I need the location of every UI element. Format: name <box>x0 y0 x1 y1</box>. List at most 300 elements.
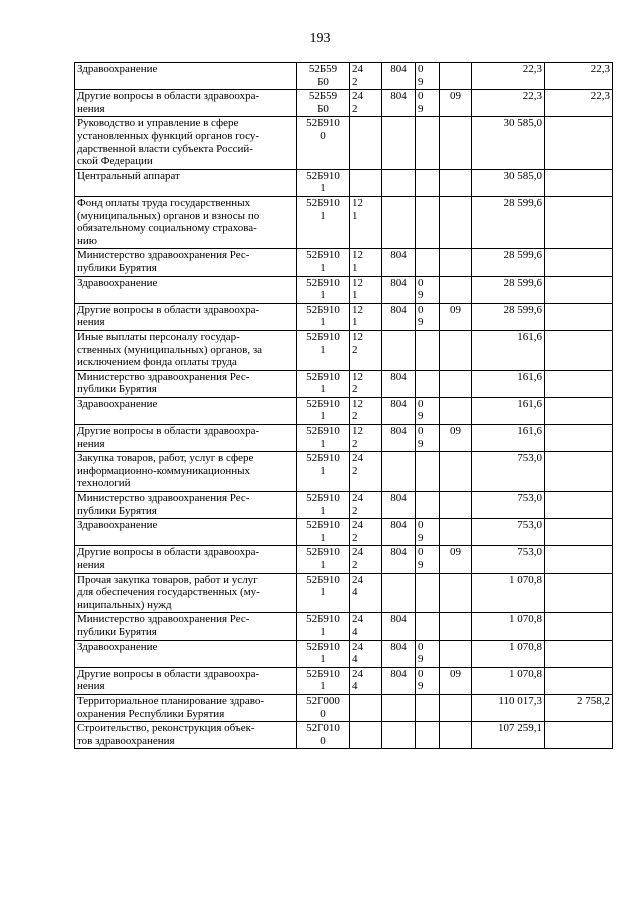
target-article-code <box>297 196 350 248</box>
row-description <box>75 276 297 303</box>
expense-type-code-line: 2 <box>352 102 358 115</box>
amount-federal <box>545 519 613 546</box>
administrator-code <box>382 169 416 196</box>
administrator-code: 804 <box>382 492 416 519</box>
administrator-code: 804 <box>382 667 416 694</box>
amount-federal <box>545 640 613 667</box>
table-row <box>75 519 613 546</box>
expense-type-code-line: 24 <box>352 573 363 586</box>
row-description <box>75 519 297 546</box>
section-code <box>416 694 440 721</box>
row-description-line: информационно-коммуникационных <box>77 464 250 477</box>
row-description <box>75 425 297 452</box>
subsection-code <box>440 613 472 640</box>
section-code <box>416 452 440 492</box>
expense-type-code-line: 2 <box>352 75 358 88</box>
amount-federal <box>545 303 613 330</box>
subsection-code: 09 <box>440 303 472 330</box>
row-description <box>75 330 297 370</box>
amount-federal <box>545 452 613 492</box>
amount-federal <box>545 276 613 303</box>
row-description-line: нения <box>77 437 105 450</box>
row-description-line: Другие вопросы в области здравоохра- <box>77 303 260 316</box>
expense-type-code <box>350 519 382 546</box>
target-article-code-line: 1 <box>320 182 326 195</box>
target-article-code-line: 1 <box>320 586 326 599</box>
amount-total: 28 599,6 <box>472 249 545 276</box>
amount-federal: 22,3 <box>545 90 613 117</box>
target-article-code-line: 52Б910 <box>306 452 340 465</box>
row-description-line: нения <box>77 102 105 115</box>
target-article-code-line: 52Б910 <box>306 397 340 410</box>
row-description <box>75 169 297 196</box>
expense-type-code-line: 24 <box>352 640 363 653</box>
table-row <box>75 330 613 370</box>
row-description-line: нию <box>77 234 97 247</box>
row-description-line: публики Бурятия <box>77 626 157 639</box>
expense-type-code-line: 24 <box>352 519 363 532</box>
amount-total: 1 070,8 <box>472 573 545 613</box>
target-article-code-line: 1 <box>320 316 326 329</box>
expense-type-code <box>350 640 382 667</box>
administrator-code: 804 <box>382 63 416 90</box>
section-code-line: 9 <box>418 410 424 423</box>
row-description <box>75 370 297 397</box>
expense-type-code-line: 24 <box>352 63 363 75</box>
expense-type-code <box>350 667 382 694</box>
subsection-code: 09 <box>440 90 472 117</box>
row-description <box>75 667 297 694</box>
row-description-line: нения <box>77 559 105 572</box>
target-article-code-line: 0 <box>320 734 326 747</box>
row-description-line: нения <box>77 316 105 329</box>
administrator-code: 804 <box>382 249 416 276</box>
budget-table <box>74 62 613 749</box>
target-article-code <box>297 573 350 613</box>
administrator-code <box>382 452 416 492</box>
table-row <box>75 117 613 169</box>
target-article-code-line: 52Б910 <box>306 425 340 438</box>
row-description-line: дарственной власти субъекта Россий- <box>77 142 253 155</box>
section-code <box>416 90 440 117</box>
row-description-line: Строительство, реконструкция объек- <box>77 722 255 735</box>
target-article-code <box>297 425 350 452</box>
table-row <box>75 613 613 640</box>
row-description-line: Другие вопросы в области здравоохра- <box>77 425 260 438</box>
subsection-code <box>440 330 472 370</box>
target-article-code-line: 0 <box>320 707 326 720</box>
expense-type-code <box>350 613 382 640</box>
expense-type-code <box>350 492 382 519</box>
section-code <box>416 667 440 694</box>
section-code <box>416 546 440 573</box>
target-article-code <box>297 249 350 276</box>
amount-total: 110 017,3 <box>472 694 545 721</box>
table-row <box>75 303 613 330</box>
expense-type-code-line: 4 <box>352 653 358 666</box>
target-article-code-line: 1 <box>320 531 326 544</box>
table-row <box>75 90 613 117</box>
row-description-line: нения <box>77 680 105 693</box>
amount-total: 753,0 <box>472 519 545 546</box>
amount-total: 1 070,8 <box>472 667 545 694</box>
target-article-code-line: 52Б910 <box>306 667 340 680</box>
target-article-code <box>297 613 350 640</box>
target-article-code <box>297 370 350 397</box>
target-article-code-line: 1 <box>320 437 326 450</box>
target-article-code <box>297 117 350 169</box>
subsection-code <box>440 452 472 492</box>
target-article-code-line: 52Б910 <box>306 640 340 653</box>
subsection-code: 09 <box>440 667 472 694</box>
subsection-code <box>440 63 472 90</box>
amount-total: 1 070,8 <box>472 640 545 667</box>
amount-total: 753,0 <box>472 546 545 573</box>
subsection-code <box>440 519 472 546</box>
row-description <box>75 722 297 749</box>
table-row <box>75 425 613 452</box>
expense-type-code-line: 1 <box>352 289 358 302</box>
amount-federal <box>545 249 613 276</box>
section-code <box>416 425 440 452</box>
row-description-line: Здравоохранение <box>77 519 158 532</box>
row-description <box>75 452 297 492</box>
target-article-code-line: 52Б910 <box>306 546 340 559</box>
subsection-code: 09 <box>440 546 472 573</box>
table-row <box>75 722 613 749</box>
row-description <box>75 546 297 573</box>
section-code <box>416 397 440 424</box>
section-code-line: 9 <box>418 437 424 450</box>
amount-total: 22,3 <box>472 63 545 90</box>
section-code <box>416 370 440 397</box>
amount-federal <box>545 196 613 248</box>
target-article-code <box>297 330 350 370</box>
target-article-code <box>297 667 350 694</box>
table-row <box>75 397 613 424</box>
row-description-line: Здравоохранение <box>77 63 158 75</box>
amount-total: 30 585,0 <box>472 117 545 169</box>
expense-type-code <box>350 249 382 276</box>
row-description-line: Министерство здравоохранения Рес- <box>77 249 250 262</box>
table-row <box>75 694 613 721</box>
subsection-code <box>440 573 472 613</box>
row-description <box>75 303 297 330</box>
section-code-line: 0 <box>418 425 424 438</box>
amount-total: 28 599,6 <box>472 303 545 330</box>
subsection-code: 09 <box>440 425 472 452</box>
row-description-line: Руководство и управление в сфере <box>77 117 239 130</box>
table-row <box>75 573 613 613</box>
row-description-line: Здравоохранение <box>77 276 158 289</box>
expense-type-code-line: 12 <box>352 276 363 289</box>
target-article-code <box>297 63 350 90</box>
administrator-code: 804 <box>382 303 416 330</box>
expense-type-code-line: 24 <box>352 613 363 626</box>
section-code-line: 0 <box>418 63 424 75</box>
expense-type-code <box>350 546 382 573</box>
amount-federal <box>545 397 613 424</box>
row-description <box>75 397 297 424</box>
administrator-code: 804 <box>382 276 416 303</box>
section-code-line: 9 <box>418 680 424 693</box>
target-article-code-line: 1 <box>320 410 326 423</box>
expense-type-code-line: 2 <box>352 343 358 356</box>
subsection-code <box>440 370 472 397</box>
target-article-code-line: 1 <box>320 559 326 572</box>
subsection-code <box>440 249 472 276</box>
expense-type-code-line: 1 <box>352 316 358 329</box>
target-article-code-line: 52Б910 <box>306 492 340 505</box>
section-code-line: 0 <box>418 90 424 103</box>
row-description-line: Министерство здравоохранения Рес- <box>77 492 250 505</box>
section-code-line: 0 <box>418 640 424 653</box>
amount-total: 30 585,0 <box>472 169 545 196</box>
table-row <box>75 276 613 303</box>
subsection-code <box>440 169 472 196</box>
section-code <box>416 573 440 613</box>
administrator-code: 804 <box>382 640 416 667</box>
expense-type-code-line: 2 <box>352 383 358 396</box>
subsection-code <box>440 196 472 248</box>
expense-type-code-line: 4 <box>352 586 358 599</box>
row-description-line: Министерство здравоохранения Рес- <box>77 613 250 626</box>
row-description <box>75 249 297 276</box>
row-description-line: охранения Республики Бурятия <box>77 707 225 720</box>
target-article-code-line: 52Б910 <box>306 249 340 262</box>
target-article-code <box>297 303 350 330</box>
row-description-line: публики Бурятия <box>77 504 157 517</box>
amount-federal <box>545 117 613 169</box>
expense-type-code <box>350 117 382 169</box>
target-article-code-line: 1 <box>320 464 326 477</box>
amount-total: 28 599,6 <box>472 196 545 248</box>
expense-type-code-line: 24 <box>352 492 363 505</box>
section-code <box>416 63 440 90</box>
section-code <box>416 117 440 169</box>
amount-federal <box>545 722 613 749</box>
expense-type-code <box>350 370 382 397</box>
amount-total: 753,0 <box>472 452 545 492</box>
row-description <box>75 640 297 667</box>
expense-type-code-line: 1 <box>352 209 358 222</box>
table-row <box>75 249 613 276</box>
row-description-line: для обеспечения государственных (му- <box>77 586 260 599</box>
row-description-line: Иные выплаты персоналу государ- <box>77 330 240 343</box>
expense-type-code <box>350 573 382 613</box>
row-description-line: Центральный аппарат <box>77 169 180 182</box>
expense-type-code <box>350 694 382 721</box>
expense-type-code <box>350 276 382 303</box>
administrator-code: 804 <box>382 425 416 452</box>
section-code <box>416 613 440 640</box>
section-code <box>416 303 440 330</box>
row-description-line: Другие вопросы в области здравоохра- <box>77 90 260 103</box>
expense-type-code-line: 24 <box>352 667 363 680</box>
amount-total: 28 599,6 <box>472 276 545 303</box>
amount-total: 1 070,8 <box>472 613 545 640</box>
expense-type-code <box>350 90 382 117</box>
target-article-code <box>297 276 350 303</box>
section-code-line: 9 <box>418 75 424 88</box>
row-description <box>75 573 297 613</box>
row-description-line: Другие вопросы в области здравоохра- <box>77 667 260 680</box>
target-article-code-line: 1 <box>320 504 326 517</box>
expense-type-code-line: 24 <box>352 546 363 559</box>
section-code <box>416 722 440 749</box>
target-article-code-line: 52Г000 <box>306 694 340 707</box>
subsection-code <box>440 640 472 667</box>
administrator-code <box>382 330 416 370</box>
expense-type-code-line: 12 <box>352 397 363 410</box>
expense-type-code-line: 4 <box>352 626 358 639</box>
administrator-code: 804 <box>382 397 416 424</box>
target-article-code <box>297 640 350 667</box>
table-row <box>75 63 613 90</box>
subsection-code <box>440 397 472 424</box>
amount-federal <box>545 492 613 519</box>
section-code-line: 0 <box>418 303 424 316</box>
amount-total: 161,6 <box>472 425 545 452</box>
subsection-code <box>440 722 472 749</box>
section-code-line: 9 <box>418 653 424 666</box>
expense-type-code-line: 12 <box>352 249 363 262</box>
table-row <box>75 667 613 694</box>
page-number: 193 <box>309 31 331 46</box>
amount-federal <box>545 330 613 370</box>
row-description <box>75 90 297 117</box>
administrator-code: 804 <box>382 546 416 573</box>
section-code-line: 9 <box>418 289 424 302</box>
expense-type-code-line: 4 <box>352 680 358 693</box>
administrator-code: 804 <box>382 90 416 117</box>
target-article-code-line: 52Б910 <box>306 196 340 209</box>
row-description-line: тов здравоохранения <box>77 734 175 747</box>
row-description-line: исключением фонда оплаты труда <box>77 356 237 369</box>
section-code-line: 0 <box>418 667 424 680</box>
target-article-code <box>297 519 350 546</box>
expense-type-code <box>350 169 382 196</box>
target-article-code-line: 52Б910 <box>306 519 340 532</box>
section-code-line: 9 <box>418 102 424 115</box>
expense-type-code-line: 2 <box>352 531 358 544</box>
subsection-code <box>440 276 472 303</box>
target-article-code-line: 1 <box>320 626 326 639</box>
expense-type-code-line: 12 <box>352 425 363 438</box>
target-article-code-line: 1 <box>320 383 326 396</box>
section-code <box>416 519 440 546</box>
target-article-code <box>297 397 350 424</box>
row-description <box>75 117 297 169</box>
expense-type-code-line: 24 <box>352 90 363 103</box>
target-article-code-line: 52Г010 <box>306 722 340 735</box>
row-description-line: технологий <box>77 477 131 490</box>
expense-type-code-line: 24 <box>352 452 363 465</box>
administrator-code: 804 <box>382 613 416 640</box>
target-article-code-line: 52Б910 <box>306 117 340 130</box>
amount-total: 753,0 <box>472 492 545 519</box>
amount-federal <box>545 546 613 573</box>
target-article-code-line: 1 <box>320 261 326 274</box>
target-article-code-line: Б0 <box>317 102 329 115</box>
amount-federal <box>545 169 613 196</box>
administrator-code <box>382 694 416 721</box>
administrator-code <box>382 117 416 169</box>
row-description-line: Территориальное планирование здраво- <box>77 694 265 707</box>
target-article-code <box>297 722 350 749</box>
target-article-code <box>297 90 350 117</box>
expense-type-code-line: 2 <box>352 504 358 517</box>
table-row <box>75 370 613 397</box>
expense-type-code-line: 2 <box>352 437 358 450</box>
subsection-code <box>440 492 472 519</box>
target-article-code-line: 52Б910 <box>306 573 340 586</box>
row-description-line: ственных (муниципальных) органов, за <box>77 343 263 356</box>
expense-type-code-line: 12 <box>352 196 363 209</box>
administrator-code <box>382 573 416 613</box>
administrator-code <box>382 196 416 248</box>
row-description-line: ниципальных) нужд <box>77 598 172 611</box>
amount-federal <box>545 667 613 694</box>
expense-type-code <box>350 425 382 452</box>
amount-federal <box>545 425 613 452</box>
row-description <box>75 63 297 90</box>
row-description-line: Другие вопросы в области здравоохра- <box>77 546 260 559</box>
table-row <box>75 640 613 667</box>
expense-type-code <box>350 303 382 330</box>
section-code <box>416 169 440 196</box>
administrator-code: 804 <box>382 370 416 397</box>
expense-type-code <box>350 330 382 370</box>
section-code-line: 0 <box>418 519 424 532</box>
table-row <box>75 452 613 492</box>
expense-type-code-line: 1 <box>352 261 358 274</box>
expense-type-code-line: 12 <box>352 370 363 383</box>
target-article-code-line: Б0 <box>317 75 329 88</box>
expense-type-code <box>350 452 382 492</box>
row-description-line: публики Бурятия <box>77 383 157 396</box>
section-code <box>416 196 440 248</box>
row-description <box>75 196 297 248</box>
expense-type-code <box>350 63 382 90</box>
expense-type-code-line: 2 <box>352 410 358 423</box>
target-article-code <box>297 169 350 196</box>
row-description-line: Министерство здравоохранения Рес- <box>77 370 250 383</box>
row-description-line: Закупка товаров, работ, услуг в сфере <box>77 452 254 465</box>
row-description-line: ской Федерации <box>77 155 153 168</box>
table-row <box>75 546 613 573</box>
amount-federal <box>545 370 613 397</box>
row-description-line: (муниципальных) органов и взносы по <box>77 209 260 222</box>
target-article-code-line: 52Б910 <box>306 169 340 182</box>
section-code-line: 0 <box>418 546 424 559</box>
target-article-code <box>297 694 350 721</box>
target-article-code-line: 52Б910 <box>306 370 340 383</box>
target-article-code-line: 52Б910 <box>306 276 340 289</box>
target-article-code-line: 1 <box>320 343 326 356</box>
target-article-code <box>297 546 350 573</box>
expense-type-code <box>350 196 382 248</box>
target-article-code <box>297 492 350 519</box>
amount-federal <box>545 613 613 640</box>
expense-type-code-line: 2 <box>352 464 358 477</box>
expense-type-code-line: 2 <box>352 559 358 572</box>
row-description-line: Здравоохранение <box>77 397 158 410</box>
row-description-line: публики Бурятия <box>77 261 157 274</box>
row-description <box>75 694 297 721</box>
target-article-code-line: 1 <box>320 209 326 222</box>
section-code <box>416 249 440 276</box>
